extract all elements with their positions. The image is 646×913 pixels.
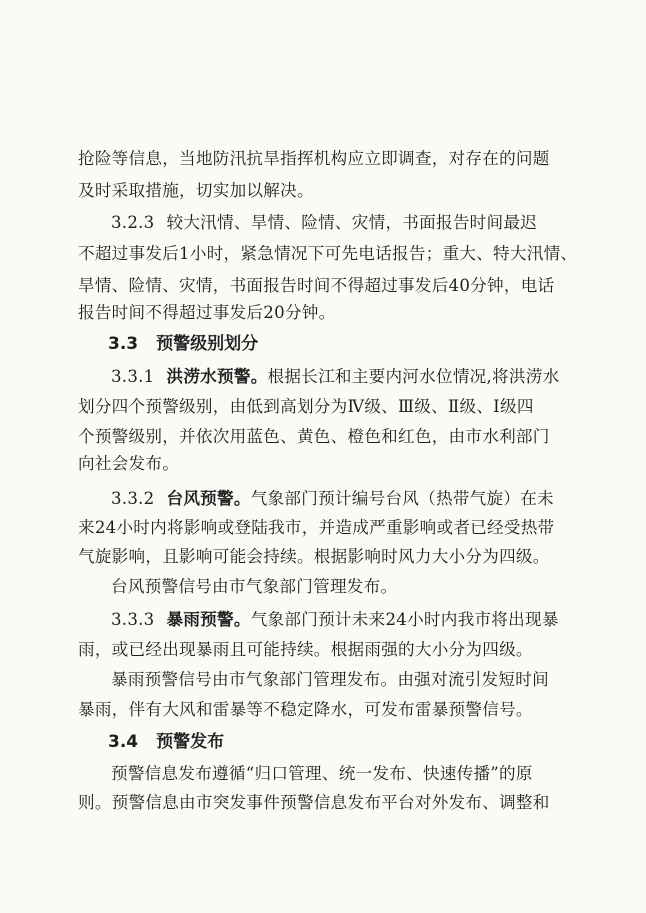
paragraph-text: 较大汛情、旱情、险情、灾情，书面报告时间最迟: [166, 213, 538, 232]
paragraph-title: 台风预警。: [166, 488, 251, 508]
text-line: 预警信息发布遵循“归口管理、统一发布、快速传播”的原: [111, 764, 533, 783]
text-line: 划分四个预警级别，由低到高划分为Ⅳ级、Ⅲ级、Ⅱ级、Ⅰ级四: [78, 397, 534, 416]
paragraph-number: 3.2.3: [111, 213, 155, 232]
text-line: 个预警级别，并依次用蓝色、黄色、橙色和红色，由市水利部门: [78, 427, 550, 446]
paragraph-number: 3.3.2: [111, 489, 155, 508]
text-line: 不超过事发后1小时，紧急情况下可先电话报告；重大、特大汛情、: [78, 244, 578, 263]
text-line: 向社会发布。: [78, 454, 180, 473]
text-line: 暴雨预警信号由市气象部门管理发布。由强对流引发短时间: [111, 670, 549, 689]
paragraph-text: 气象部门预计未来24小时内我市将出现暴: [250, 610, 559, 629]
text-line: 抢险等信息，当地防汛抗旱指挥机构应立即调查，对存在的问题: [78, 149, 550, 168]
paragraph-number: 3.3.1: [111, 367, 155, 386]
text-line: 台风预警信号由市气象部门管理发布。: [111, 577, 398, 596]
paragraph-3-3-2: [111, 488, 554, 509]
paragraph-title: 暴雨预警。: [166, 609, 251, 629]
text-line: 旱情、险情、灾情，书面报告时间不得超过事发后40分钟，电话: [78, 276, 555, 295]
paragraph-text: 气象部门预计编号台风（热带气旋）在未: [250, 489, 554, 508]
section-heading-3-3: [108, 334, 258, 354]
paragraph-3-3-3: [111, 609, 559, 630]
paragraph-3-3-1: [111, 366, 559, 387]
section-number: 3.3: [108, 334, 139, 354]
section-heading-3-4: [108, 732, 224, 752]
text-line: 雨，或已经出现暴雨且可能持续。根据雨强的大小分为四级。: [78, 640, 533, 659]
text-line: 来24小时内将影响或登陆我市，并造成严重影响或者已经受热带: [78, 518, 555, 537]
paragraph-3-2-3: [111, 213, 537, 233]
text-line: 报告时间不得超过事发后20分钟。: [78, 303, 336, 322]
section-title: 预警级别划分: [156, 334, 259, 354]
section-title: 预警发布: [156, 732, 225, 752]
section-number: 3.4: [108, 732, 139, 752]
text-line: 则。预警信息由市突发事件预警信息发布平台对外发布、调整和: [78, 793, 550, 812]
text-line: 暴雨，伴有大风和雷暴等不稳定降水，可发布雷暴预警信号。: [78, 700, 533, 719]
paragraph-title: 洪涝水预警。: [166, 366, 268, 386]
text-line: 及时采取措施，切实加以解决。: [78, 181, 314, 200]
paragraph-number: 3.3.3: [111, 610, 155, 629]
paragraph-text: 根据长江和主要内河水位情况,将洪涝水: [267, 367, 560, 386]
text-line: 气旋影响，且影响可能会持续。根据影响时风力大小分为四级。: [78, 547, 550, 566]
